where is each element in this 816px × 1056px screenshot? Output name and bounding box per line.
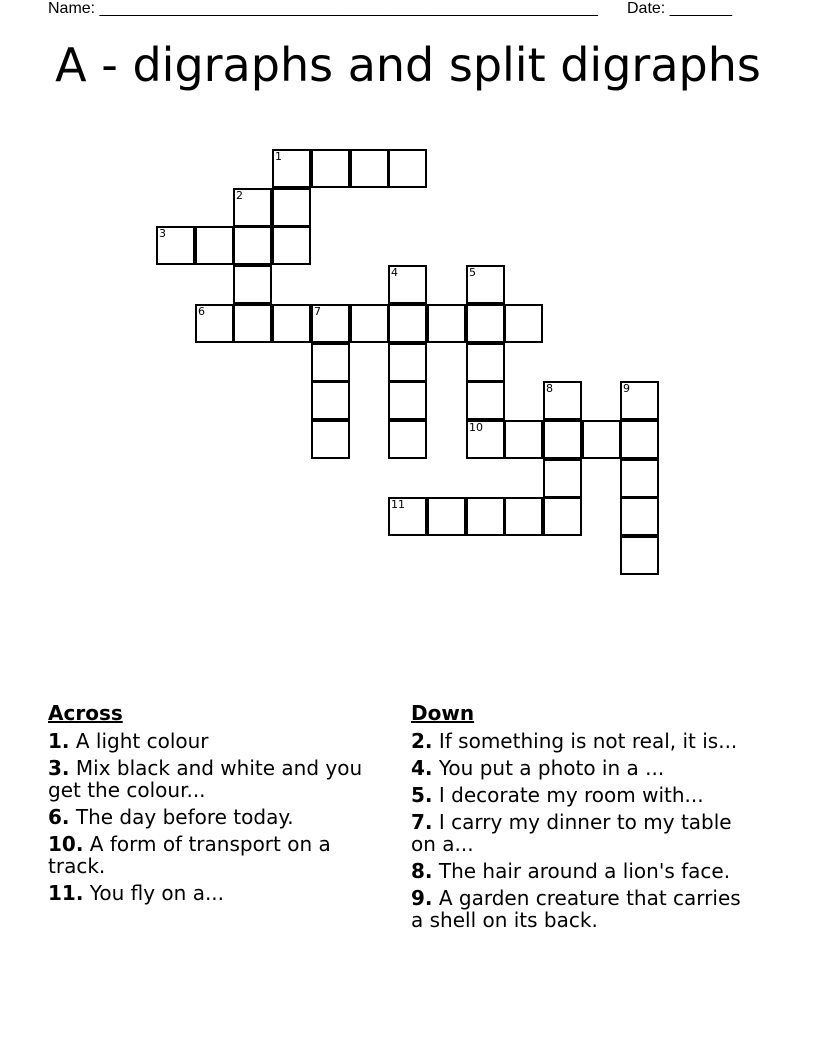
clue-label: 5.	[411, 783, 433, 807]
grid-cell[interactable]	[388, 420, 427, 459]
down-clue	[411, 784, 756, 806]
clue-text: Mix black and white and you get the colour...	[48, 756, 363, 802]
grid-cell[interactable]	[504, 304, 543, 343]
grid-cell[interactable]	[350, 304, 389, 343]
clue-text: I decorate my room with...	[438, 783, 704, 807]
clue-label: 2.	[411, 729, 433, 753]
page-title: A - digraphs and split digraphs	[55, 38, 761, 92]
grid-cell[interactable]	[466, 381, 505, 420]
clue-number: 9	[623, 382, 630, 395]
clue-label: 9.	[411, 886, 433, 910]
grid-cell[interactable]	[311, 420, 350, 459]
grid-cell[interactable]	[272, 226, 311, 265]
clue-label: 7.	[411, 810, 433, 834]
down-clue	[411, 887, 756, 931]
grid-cell[interactable]	[620, 497, 659, 536]
clue-text: A form of transport on a track.	[48, 832, 331, 878]
clue-text: A light colour	[75, 729, 209, 753]
clue-label: 1.	[48, 729, 70, 753]
clue-label: 8.	[411, 859, 433, 883]
grid-cell[interactable]	[311, 149, 350, 188]
across-heading: Across	[48, 701, 123, 725]
clue-text: If something is not real, it is...	[438, 729, 738, 753]
down-clue	[411, 757, 756, 779]
grid-cell[interactable]	[233, 188, 272, 227]
grid-cell[interactable]	[543, 381, 582, 420]
across-clue	[48, 730, 388, 752]
grid-cell[interactable]	[466, 304, 505, 343]
grid-cell[interactable]	[311, 343, 350, 382]
grid-cell[interactable]	[272, 304, 311, 343]
across-clue	[48, 882, 388, 904]
name-field[interactable]: Name: ________________________________________________________	[48, 0, 598, 17]
clue-text: The day before today.	[75, 805, 294, 829]
grid-cell[interactable]	[311, 381, 350, 420]
grid-cell[interactable]	[388, 304, 427, 343]
clue-number: 7	[314, 305, 321, 318]
grid-cell[interactable]	[543, 459, 582, 498]
grid-cell[interactable]	[311, 304, 350, 343]
across-clue	[48, 833, 388, 877]
grid-cell[interactable]	[620, 459, 659, 498]
down-heading: Down	[411, 701, 475, 725]
across-clues	[48, 702, 388, 909]
down-clue	[411, 730, 756, 752]
grid-cell[interactable]	[466, 265, 505, 304]
down-clue	[411, 860, 756, 882]
clue-number: 3	[159, 227, 166, 240]
date-field[interactable]: Date: _______	[627, 0, 732, 17]
grid-cell[interactable]	[427, 304, 466, 343]
clue-text: You put a photo in a ...	[438, 756, 665, 780]
grid-cell[interactable]	[466, 420, 505, 459]
grid-cell[interactable]	[388, 149, 427, 188]
clue-text: I carry my dinner to my table on a...	[411, 810, 732, 856]
clue-number: 5	[469, 266, 476, 279]
grid-cell[interactable]	[543, 420, 582, 459]
grid-cell[interactable]	[504, 497, 543, 536]
clue-number: 1	[275, 150, 282, 163]
grid-cell[interactable]	[195, 226, 234, 265]
grid-cell[interactable]	[466, 497, 505, 536]
across-clue	[48, 757, 388, 801]
clue-number: 8	[546, 382, 553, 395]
clue-label: 11.	[48, 881, 84, 905]
clue-number: 6	[198, 305, 205, 318]
grid-cell[interactable]	[504, 420, 543, 459]
down-clues	[411, 702, 756, 936]
clue-number: 4	[391, 266, 398, 279]
grid-cell[interactable]	[543, 497, 582, 536]
clue-number: 10	[469, 421, 483, 434]
grid-cell[interactable]	[233, 265, 272, 304]
clue-label: 6.	[48, 805, 70, 829]
clue-text: You fly on a...	[89, 881, 225, 905]
grid-cell[interactable]	[388, 381, 427, 420]
grid-cell[interactable]	[620, 420, 659, 459]
grid-cell[interactable]	[620, 536, 659, 575]
grid-cell[interactable]	[388, 343, 427, 382]
grid-cell[interactable]	[466, 343, 505, 382]
clue-text: The hair around a lion's face.	[438, 859, 731, 883]
grid-cell[interactable]	[388, 497, 427, 536]
grid-cell[interactable]	[388, 265, 427, 304]
grid-cell[interactable]	[156, 226, 195, 265]
clue-number: 11	[391, 498, 405, 511]
grid-cell[interactable]	[195, 304, 234, 343]
clue-label: 3.	[48, 756, 70, 780]
grid-cell[interactable]	[272, 188, 311, 227]
grid-cell[interactable]	[233, 226, 272, 265]
grid-cell[interactable]	[233, 304, 272, 343]
clue-text: A garden creature that carries a shell on its back.	[411, 886, 741, 932]
grid-cell[interactable]	[620, 381, 659, 420]
across-clue	[48, 806, 388, 828]
grid-cell[interactable]	[272, 149, 311, 188]
grid-cell[interactable]	[350, 149, 389, 188]
clue-label: 10.	[48, 832, 84, 856]
down-clue	[411, 811, 756, 855]
clue-label: 4.	[411, 756, 433, 780]
grid-cell[interactable]	[427, 497, 466, 536]
grid-cell[interactable]	[582, 420, 621, 459]
clue-number: 2	[236, 189, 243, 202]
